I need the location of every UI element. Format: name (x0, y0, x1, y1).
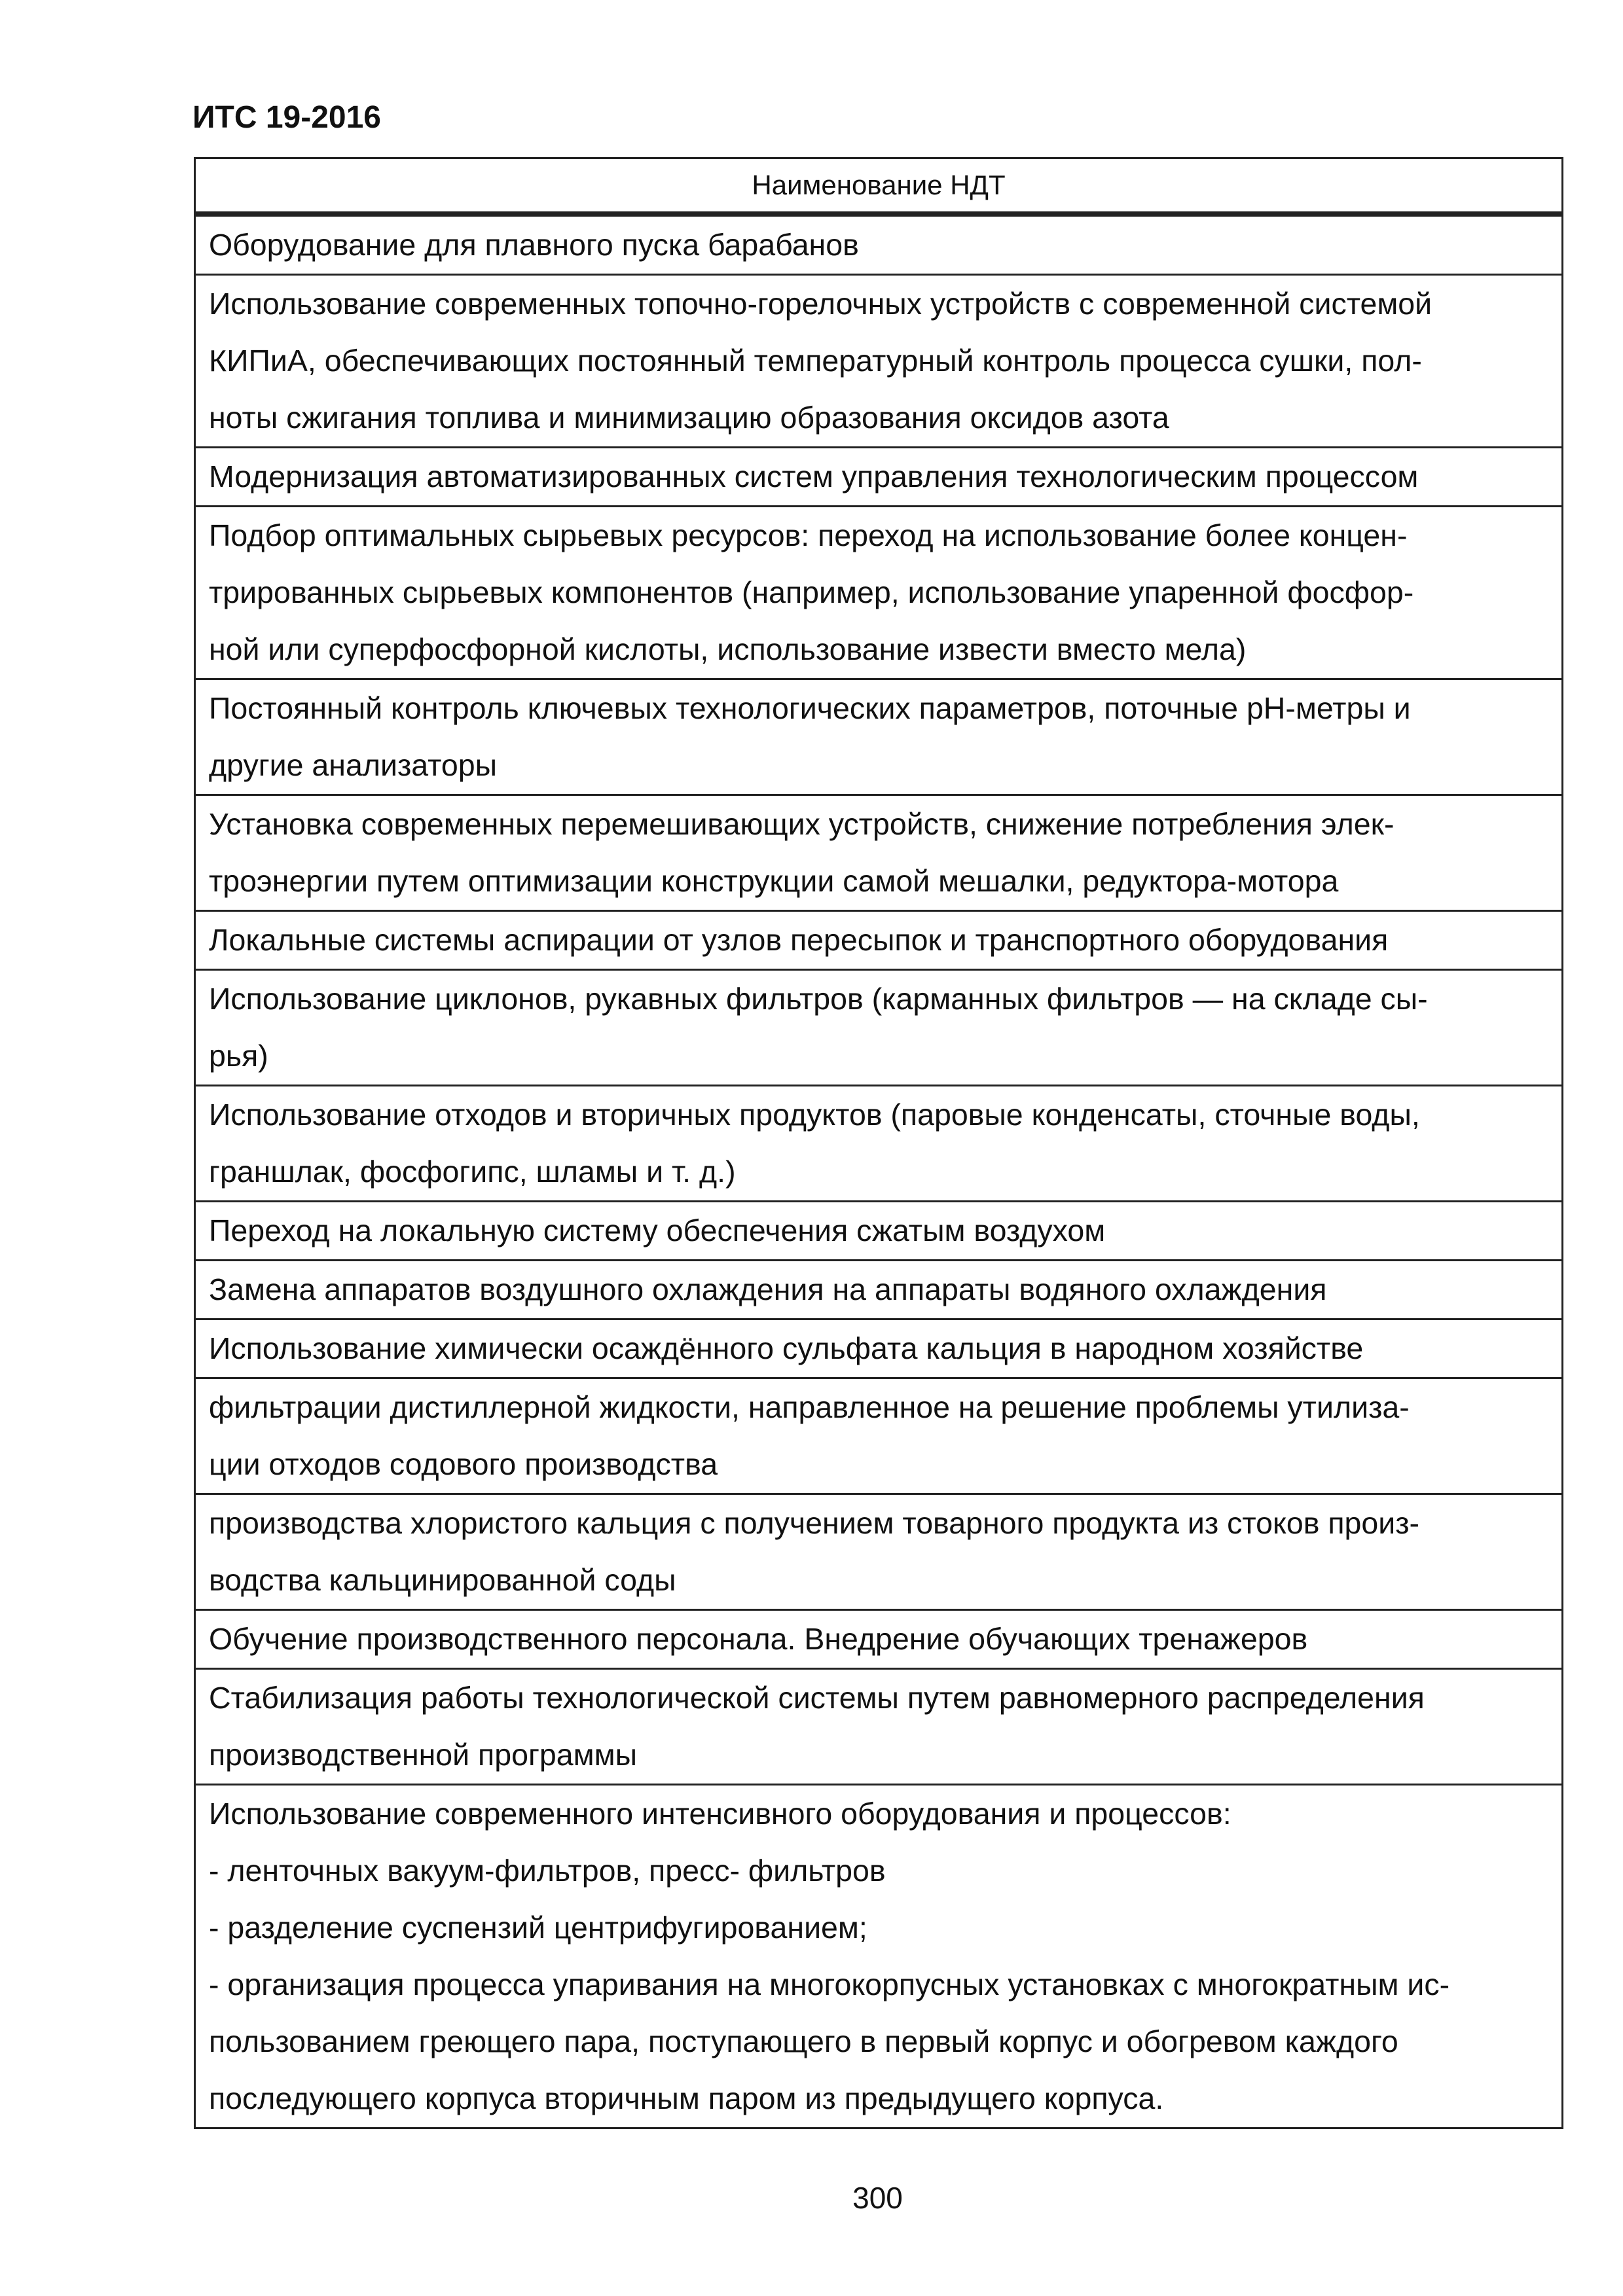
page-number: 300 (852, 2181, 903, 2215)
ndt-cell (195, 1261, 1563, 1319)
ndt-text-line: Постоянный контроль ключевых технологических параметров, поточные pH-метры и (209, 691, 1411, 725)
ndt-text-line: Локальные системы аспирации от узлов пересыпок и транспортного оборудования (209, 923, 1389, 957)
table-row (195, 679, 1563, 795)
ndt-text-line: производственной программы (209, 1738, 637, 1772)
table-row (195, 1494, 1563, 1610)
ndt-cell (195, 1319, 1563, 1378)
table-row (195, 1785, 1563, 2128)
ndt-text-line: - организация процесса упаривания на многокорпусных установках с многократным ис- (209, 1967, 1450, 2001)
ndt-cell (195, 911, 1563, 970)
ndt-cell (195, 679, 1563, 795)
table-row (195, 1319, 1563, 1378)
ndt-text-line: производства хлористого кальция с получением товарного продукта из стоков произ- (209, 1506, 1420, 1540)
ndt-text-line: Использование химически осаждённого сульфата кальция в народном хозяйстве (209, 1331, 1364, 1365)
column-header-ndt-name: Наименование НДТ (195, 158, 1563, 215)
ndt-text-line: Переход на локальную систему обеспечения сжатым воздухом (209, 1213, 1106, 1247)
ndt-cell (195, 795, 1563, 911)
table-row (195, 911, 1563, 970)
table-row (195, 795, 1563, 911)
ndt-cell (195, 1202, 1563, 1261)
ndt-text-line: - разделение суспензий центрифугированием; (209, 1910, 867, 1945)
ndt-text-line: фильтрации дистиллерной жидкости, направленное на решение проблемы утилиза- (209, 1390, 1410, 1424)
ndt-text-line: Использование циклонов, рукавных фильтров (карманных фильтров — на складе сы- (209, 982, 1428, 1016)
table-row (195, 1378, 1563, 1494)
ndt-text-line: пользованием греющего пара, поступающего в первый корпус и обогревом каждого (209, 2024, 1398, 2058)
ndt-text-line: ноты сжигания топлива и минимизацию образования оксидов азота (209, 401, 1169, 435)
ndt-text-line: Использование современных топочно-горелочных устройств с современной системой (209, 287, 1432, 321)
ndt-text-line: граншлак, фосфогипс, шламы и т. д.) (209, 1155, 736, 1189)
ndt-text-line: Стабилизация работы технологической системы путем равномерного распределения (209, 1681, 1425, 1715)
table-row (195, 1261, 1563, 1319)
ndt-text-line: - ленточных вакуум-фильтров, пресс- фильтров (209, 1854, 886, 1888)
ndt-text-line: Использование современного интенсивного оборудования и процессов: (209, 1797, 1231, 1831)
ndt-text-line: троэнергии путем оптимизации конструкции самой мешалки, редуктора-мотора (209, 864, 1339, 898)
ndt-cell (195, 1086, 1563, 1202)
table-row (195, 275, 1563, 448)
ndt-cell (195, 1669, 1563, 1785)
ndt-text-line: ции отходов содового производства (209, 1447, 718, 1481)
ndt-cell (195, 448, 1563, 507)
table-body (195, 214, 1563, 2128)
ndt-text-line: ной или суперфосфорной кислоты, использование извести вместо мела) (209, 632, 1247, 666)
table-row (195, 1610, 1563, 1669)
ndt-table (194, 157, 1563, 2129)
ndt-cell (195, 1610, 1563, 1669)
ndt-cell (195, 1785, 1563, 2128)
document-code: ИТС 19-2016 (192, 100, 381, 135)
ndt-text-line: Использование отходов и вторичных продуктов (паровые конденсаты, сточные воды, (209, 1098, 1420, 1132)
table-header-row (195, 158, 1563, 215)
table-row (195, 1202, 1563, 1261)
ndt-text-line: последующего корпуса вторичным паром из предыдущего корпуса. (209, 2081, 1164, 2115)
ndt-text-line: трированных сырьевых компонентов (например, использование упаренной фосфор- (209, 575, 1414, 609)
ndt-text-line: Обучение производственного персонала. Внедрение обучающих тренажеров (209, 1622, 1308, 1656)
ndt-text-line: рья) (209, 1039, 268, 1073)
table-row (195, 507, 1563, 679)
ndt-text-line: Подбор оптимальных сырьевых ресурсов: переход на использование более концен- (209, 518, 1408, 552)
table-row (195, 214, 1563, 275)
ndt-cell (195, 1378, 1563, 1494)
ndt-cell (195, 275, 1563, 448)
ndt-text-line: Замена аппаратов воздушного охлаждения на аппараты водяного охлаждения (209, 1272, 1327, 1306)
ndt-cell (195, 507, 1563, 679)
ndt-cell (195, 1494, 1563, 1610)
table-row (195, 970, 1563, 1086)
table-row (195, 1086, 1563, 1202)
ndt-text-line: Оборудование для плавного пуска барабанов (209, 228, 859, 262)
ndt-text-line: водства кальцинированной соды (209, 1563, 676, 1597)
ndt-cell (195, 970, 1563, 1086)
ndt-text-line: Установка современных перемешивающих устройств, снижение потребления элек- (209, 807, 1395, 841)
ndt-text-line: КИПиА, обеспечивающих постоянный температурный контроль процесса сушки, пол- (209, 344, 1422, 378)
table-row (195, 448, 1563, 507)
ndt-text-line: Модернизация автоматизированных систем управления технологическим процессом (209, 459, 1419, 493)
ndt-cell (195, 214, 1563, 275)
ndt-text-line: другие анализаторы (209, 748, 498, 782)
table-row (195, 1669, 1563, 1785)
